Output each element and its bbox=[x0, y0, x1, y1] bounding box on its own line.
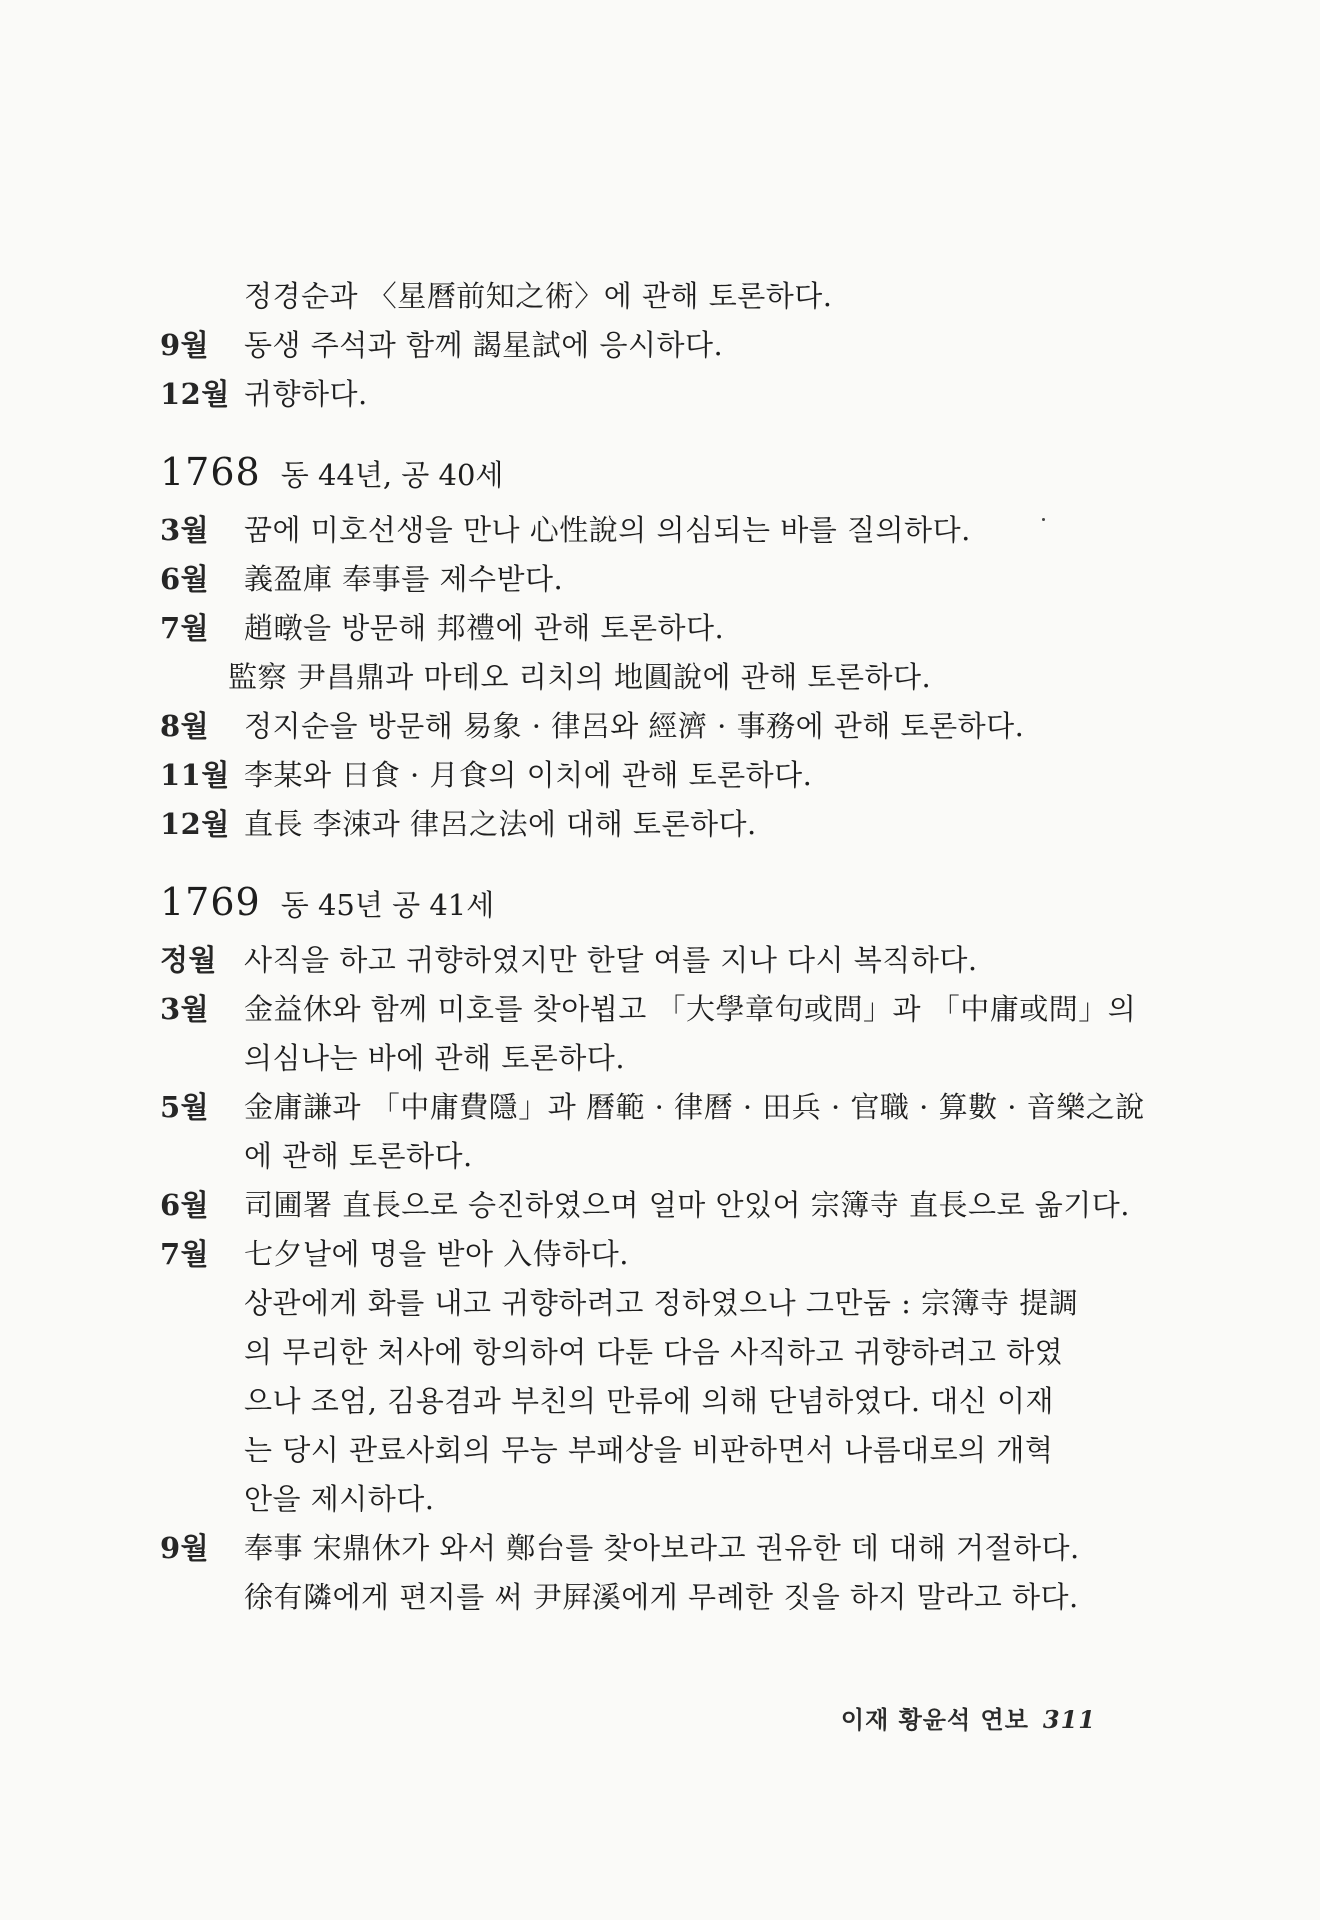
entry-month: 3월 bbox=[160, 992, 210, 1026]
entry-line: 정지순을 방문해 易象 · 律呂와 經濟 · 事務에 관해 토론하다. bbox=[244, 709, 1025, 743]
chronology-entry bbox=[160, 1524, 1110, 1622]
chronology-entry bbox=[160, 506, 1110, 555]
entry-month: 7월 bbox=[160, 1237, 210, 1271]
year-heading bbox=[160, 877, 1110, 930]
entry-line: 동생 주석과 함께 謁星試에 응시하다. bbox=[244, 328, 724, 362]
page-footer bbox=[841, 1700, 1096, 1735]
entry-month: 3월 bbox=[160, 513, 210, 547]
chronology-entry bbox=[160, 555, 1110, 604]
year-detail: 동 44년, 공 40세 bbox=[280, 458, 504, 492]
chronology-entry bbox=[160, 653, 1110, 702]
entry-text bbox=[244, 702, 1110, 751]
entry-line: 金庸謙과 「中庸費隱」과 曆範 · 律曆 · 田兵 · 官職 · 算數 · 音樂之說 bbox=[244, 1090, 1145, 1124]
entry-line: 의 무리한 처사에 항의하여 다툰 다음 사직하고 귀향하려고 하였 bbox=[244, 1335, 1064, 1369]
entry-text bbox=[244, 936, 1110, 985]
entry-text bbox=[244, 272, 1110, 321]
chronology-entry bbox=[160, 1083, 1145, 1181]
entry-text bbox=[244, 1083, 1145, 1181]
entry-text bbox=[244, 800, 1110, 849]
speck-mark bbox=[1042, 518, 1045, 521]
entry-line: 趙暾을 방문해 邦禮에 관해 토론하다. bbox=[244, 611, 725, 645]
entry-line: 으나 조엄, 김용겸과 부친의 만류에 의해 단념하였다. 대신 이재 bbox=[244, 1384, 1055, 1418]
entry-month: 정월 bbox=[160, 943, 218, 977]
chronology-entry bbox=[160, 604, 1110, 653]
chronology-entry bbox=[160, 321, 1110, 370]
running-title: 이재 황윤석 연보 bbox=[840, 1705, 1029, 1734]
entry-line: 꿈에 미호선생을 만나 心性說의 의심되는 바를 질의하다. bbox=[244, 513, 971, 547]
entry-text bbox=[244, 604, 1110, 653]
entry-month: 9월 bbox=[160, 328, 210, 362]
entry-line: 司圃署 直長으로 승진하였으며 얼마 안있어 宗簿寺 直長으로 옮기다. bbox=[244, 1188, 1130, 1222]
entry-text bbox=[244, 1230, 1110, 1524]
entry-text bbox=[244, 370, 1110, 419]
year-number: 1768 bbox=[160, 450, 261, 494]
entry-line: 直長 李涑과 律呂之法에 대해 토론하다. bbox=[244, 807, 757, 841]
entry-line: 金益休와 함께 미호를 찾아뵙고 「大學章句或問」과 「中庸或問」의 bbox=[244, 992, 1137, 1026]
chronology-entry bbox=[160, 702, 1110, 751]
entry-text bbox=[244, 1524, 1110, 1622]
entry-line: 奉事 宋鼎休가 와서 鄭台를 찾아보라고 권유한 데 대해 거절하다. bbox=[244, 1531, 1080, 1565]
entry-month: 12월 bbox=[160, 807, 230, 841]
chronology-entry bbox=[160, 1230, 1110, 1524]
entry-line: 정경순과 〈星曆前知之術〉에 관해 토론하다. bbox=[244, 279, 833, 313]
entry-month: 6월 bbox=[160, 562, 210, 596]
entry-line: 徐有隣에게 편지를 써 尹屛溪에게 무례한 짓을 하지 말라고 하다. bbox=[244, 1580, 1079, 1614]
entry-month: 9월 bbox=[160, 1531, 210, 1565]
entry-line: 義盈庫 奉事를 제수받다. bbox=[244, 562, 564, 596]
entry-month: 6월 bbox=[160, 1188, 210, 1222]
entry-line: 李某와 日食 · 月食의 이치에 관해 토론하다. bbox=[244, 758, 813, 792]
chronology-entry bbox=[160, 1181, 1130, 1230]
year-number: 1769 bbox=[160, 880, 261, 924]
entry-month: 8월 bbox=[160, 709, 210, 743]
year-detail: 동 45년 공 41세 bbox=[280, 888, 495, 922]
entry-line: 귀향하다. bbox=[244, 377, 368, 411]
chronology-entry bbox=[160, 370, 1110, 419]
entry-line: 七夕날에 명을 받아 入侍하다. bbox=[244, 1237, 629, 1271]
chronology-entry bbox=[160, 272, 1110, 321]
entry-month: 12월 bbox=[160, 377, 230, 411]
chronology-entry bbox=[160, 800, 1110, 849]
entry-line: 상관에게 화를 내고 귀향하려고 정하였으나 그만둠 : 宗簿寺 提調 bbox=[244, 1286, 1079, 1320]
entry-line: 監察 尹昌鼎과 마테오 리치의 地圓說에 관해 토론하다. bbox=[228, 660, 932, 694]
entry-line: 사직을 하고 귀향하였지만 한달 여를 지나 다시 복직하다. bbox=[244, 943, 978, 977]
entry-line: 는 당시 관료사회의 무능 부패상을 비판하면서 나름대로의 개혁 bbox=[244, 1433, 1054, 1467]
entry-text bbox=[244, 506, 1110, 555]
chronology-entry bbox=[160, 751, 1110, 800]
page-number: 311 bbox=[1042, 1705, 1096, 1734]
year-heading bbox=[160, 447, 1110, 500]
entry-month: 7월 bbox=[160, 611, 210, 645]
entry-text bbox=[228, 653, 1110, 702]
chronology-entry bbox=[160, 985, 1137, 1083]
chronology-content bbox=[160, 272, 1145, 1622]
entry-month: 11월 bbox=[160, 758, 230, 792]
entry-line: 의심나는 바에 관해 토론하다. bbox=[244, 1041, 626, 1075]
entry-text bbox=[244, 985, 1136, 1083]
entry-text bbox=[244, 751, 1110, 800]
entry-text bbox=[244, 321, 1110, 370]
entry-month: 5월 bbox=[160, 1090, 210, 1124]
entry-text bbox=[244, 1181, 1130, 1230]
entry-text bbox=[244, 555, 1110, 604]
entry-line: 에 관해 토론하다. bbox=[244, 1139, 473, 1173]
entry-line: 안을 제시하다. bbox=[244, 1482, 435, 1516]
chronology-entry bbox=[160, 936, 1110, 985]
